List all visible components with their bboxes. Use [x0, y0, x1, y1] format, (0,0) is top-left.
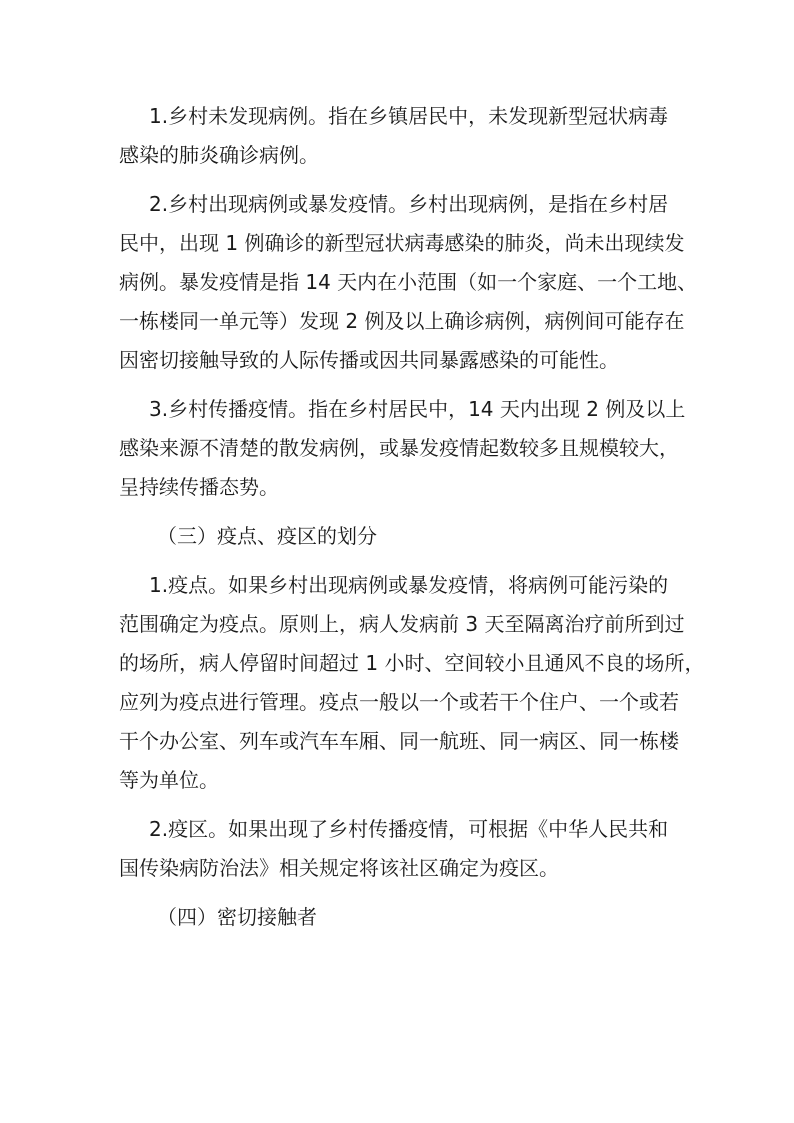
section-heading-4	[119, 898, 679, 937]
paragraph-line: 感染的肺炎确诊病例。	[119, 143, 319, 167]
paragraph-line: 的场所，病人停留时间超过 1 小时、空间较小且通风不良的场所，	[119, 651, 705, 675]
paragraph-line: 民中，出现 1 例确诊的新型冠状病毒感染的肺炎，尚未出现续发	[119, 231, 685, 255]
section-heading: （四）密切接触者	[157, 905, 317, 929]
paragraph-line: 等为单位。	[119, 768, 219, 792]
document-body	[119, 97, 705, 937]
paragraph-line: 国传染病防治法》相关规定将该社区确定为疫区。	[119, 856, 559, 880]
paragraph-line: 2.乡村出现病例或暴发疫情。乡村出现病例，是指在乡村居	[149, 192, 669, 216]
paragraph-rural-cases-outbreak	[119, 185, 698, 380]
paragraph-rural-transmission	[119, 390, 686, 507]
paragraph-epidemic-point	[119, 566, 705, 800]
paragraph-rural-no-cases	[119, 97, 679, 175]
paragraph-line: 1.疫点。如果乡村出现病例或暴发疫情，将病例可能污染的	[149, 573, 669, 597]
section-heading: （三）疫点、疫区的划分	[157, 524, 377, 548]
paragraph-line: 干个办公室、列车或汽车车厢、同一航班、同一病区、同一栋楼	[119, 729, 679, 753]
paragraph-line: 2.疫区。如果出现了乡村传播疫情，可根据《中华人民共和	[149, 817, 669, 841]
paragraph-line: 范围确定为疫点。原则上，病人发病前 3 天至隔离治疗前所到过	[119, 612, 685, 636]
paragraph-line: 应列为疫点进行管理。疫点一般以一个或若干个住户、一个或若	[119, 690, 679, 714]
paragraph-line: 呈持续传播态势。	[119, 475, 279, 499]
paragraph-line: 因密切接触导致的人际传播或因共同暴露感染的可能性。	[119, 348, 619, 372]
paragraph-line: 3.乡村传播疫情。指在乡村居民中，14 天内出现 2 例及以上	[149, 397, 686, 421]
paragraph-line: 病例。暴发疫情是指 14 天内在小范围（如一个家庭、一个工地、	[119, 270, 698, 294]
paragraph-line: 1.乡村未发现病例。指在乡镇居民中，未发现新型冠状病毒	[149, 104, 669, 128]
paragraph-epidemic-area	[119, 810, 679, 888]
paragraph-line: 感染来源不清楚的散发病例，或暴发疫情起数较多且规模较大，	[119, 436, 679, 460]
paragraph-line: 一栋楼同一单元等）发现 2 例及以上确诊病例，病例间可能存在	[119, 309, 685, 333]
section-heading-3	[119, 517, 679, 556]
